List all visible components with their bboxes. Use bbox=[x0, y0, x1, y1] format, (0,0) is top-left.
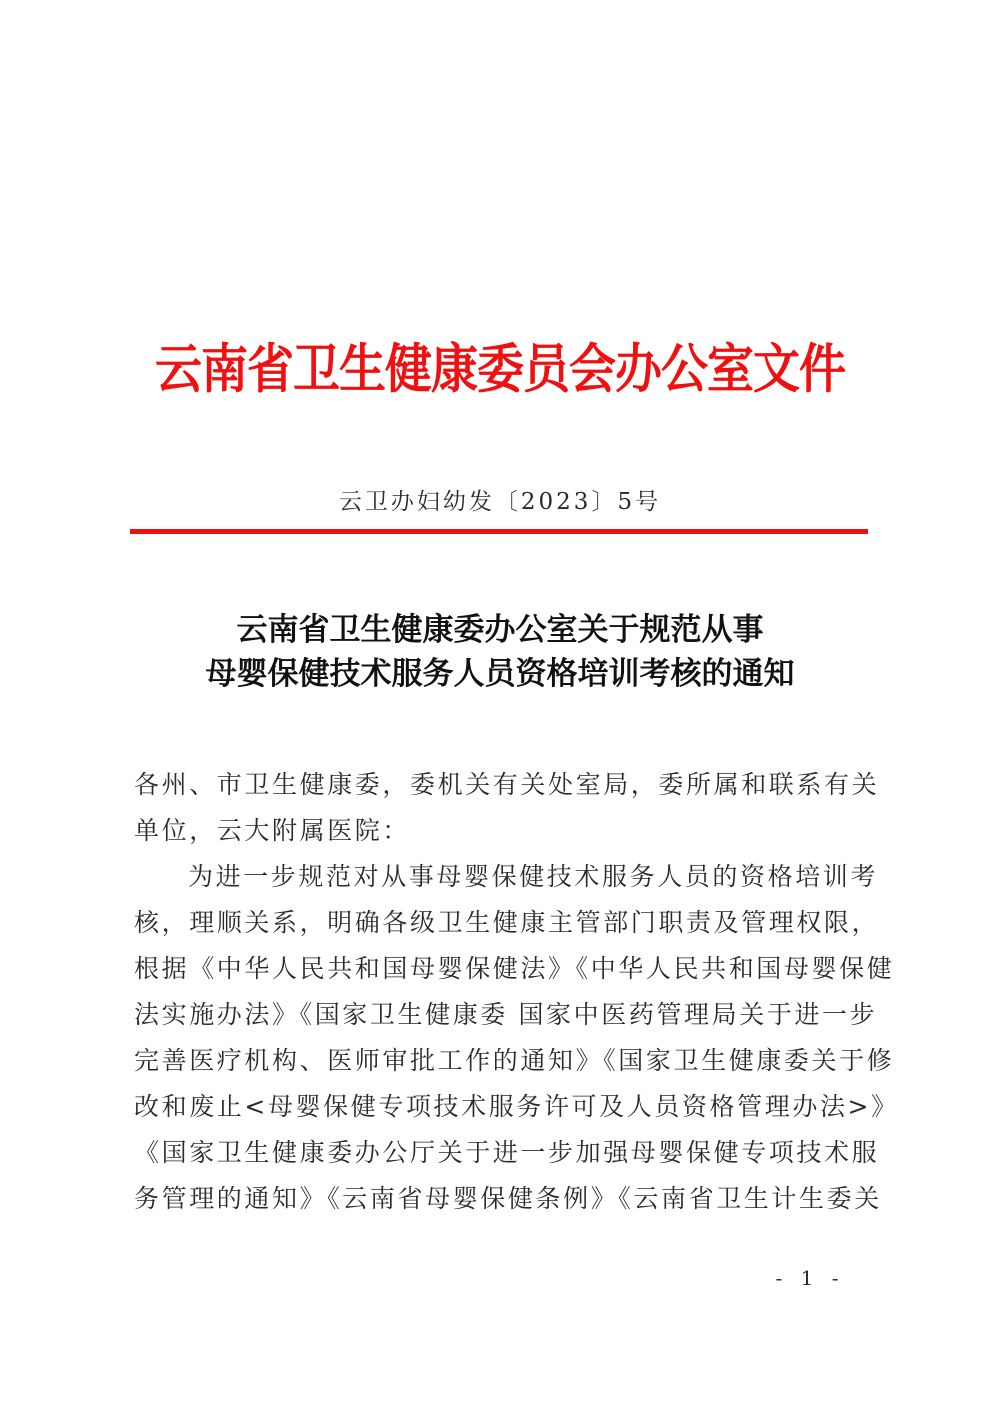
title-line-2: 母婴保健技术服务人员资格培训考核的通知 bbox=[205, 656, 795, 692]
addressee-line-2: 单位，云大附属医院： bbox=[134, 816, 411, 845]
title-line-1: 云南省卫生健康委办公室关于规范从事 bbox=[236, 612, 764, 648]
paragraph-line-3: 根据《中华人民共和国母婴保健法》《中华人民共和国母婴保健 bbox=[134, 954, 895, 983]
page-number: - 1 - bbox=[775, 1266, 845, 1290]
red-divider-rule bbox=[130, 529, 868, 534]
addressee-line-1: 各州、市卫生健康委，委机关有关处室局，委所属和联系有关 bbox=[134, 770, 880, 799]
paragraph-line-5: 完善医疗机构、医师审批工作的通知》《国家卫生健康委关于修 bbox=[134, 1046, 895, 1075]
document-title bbox=[0, 608, 1000, 696]
document-body bbox=[134, 762, 899, 1222]
paragraph-line-2: 核，理顺关系，明确各级卫生健康主管部门职责及管理权限， bbox=[134, 908, 880, 937]
paragraph-line-8: 务管理的通知》《云南省母婴保健条例》《云南省卫生计生委关 bbox=[134, 1184, 882, 1213]
paragraph-line-1: 为进一步规范对从事母婴保健技术服务人员的资格培训考 bbox=[188, 862, 879, 891]
document-number: 云卫办妇幼发〔2023〕5号 bbox=[338, 489, 662, 515]
paragraph-line-4: 法实施办法》《国家卫生健康委 国家中医药管理局关于进一步 bbox=[134, 1000, 878, 1029]
paragraph-line-7: 《国家卫生健康委办公厅关于进一步加强母婴保健专项技术服 bbox=[134, 1138, 880, 1167]
paragraph-line-6: 改和废止<母婴保健专项技术服务许可及人员资格管理办法>》 bbox=[134, 1092, 899, 1121]
issuing-authority-masthead: 云南省卫生健康委员会办公室文件 bbox=[155, 338, 845, 401]
